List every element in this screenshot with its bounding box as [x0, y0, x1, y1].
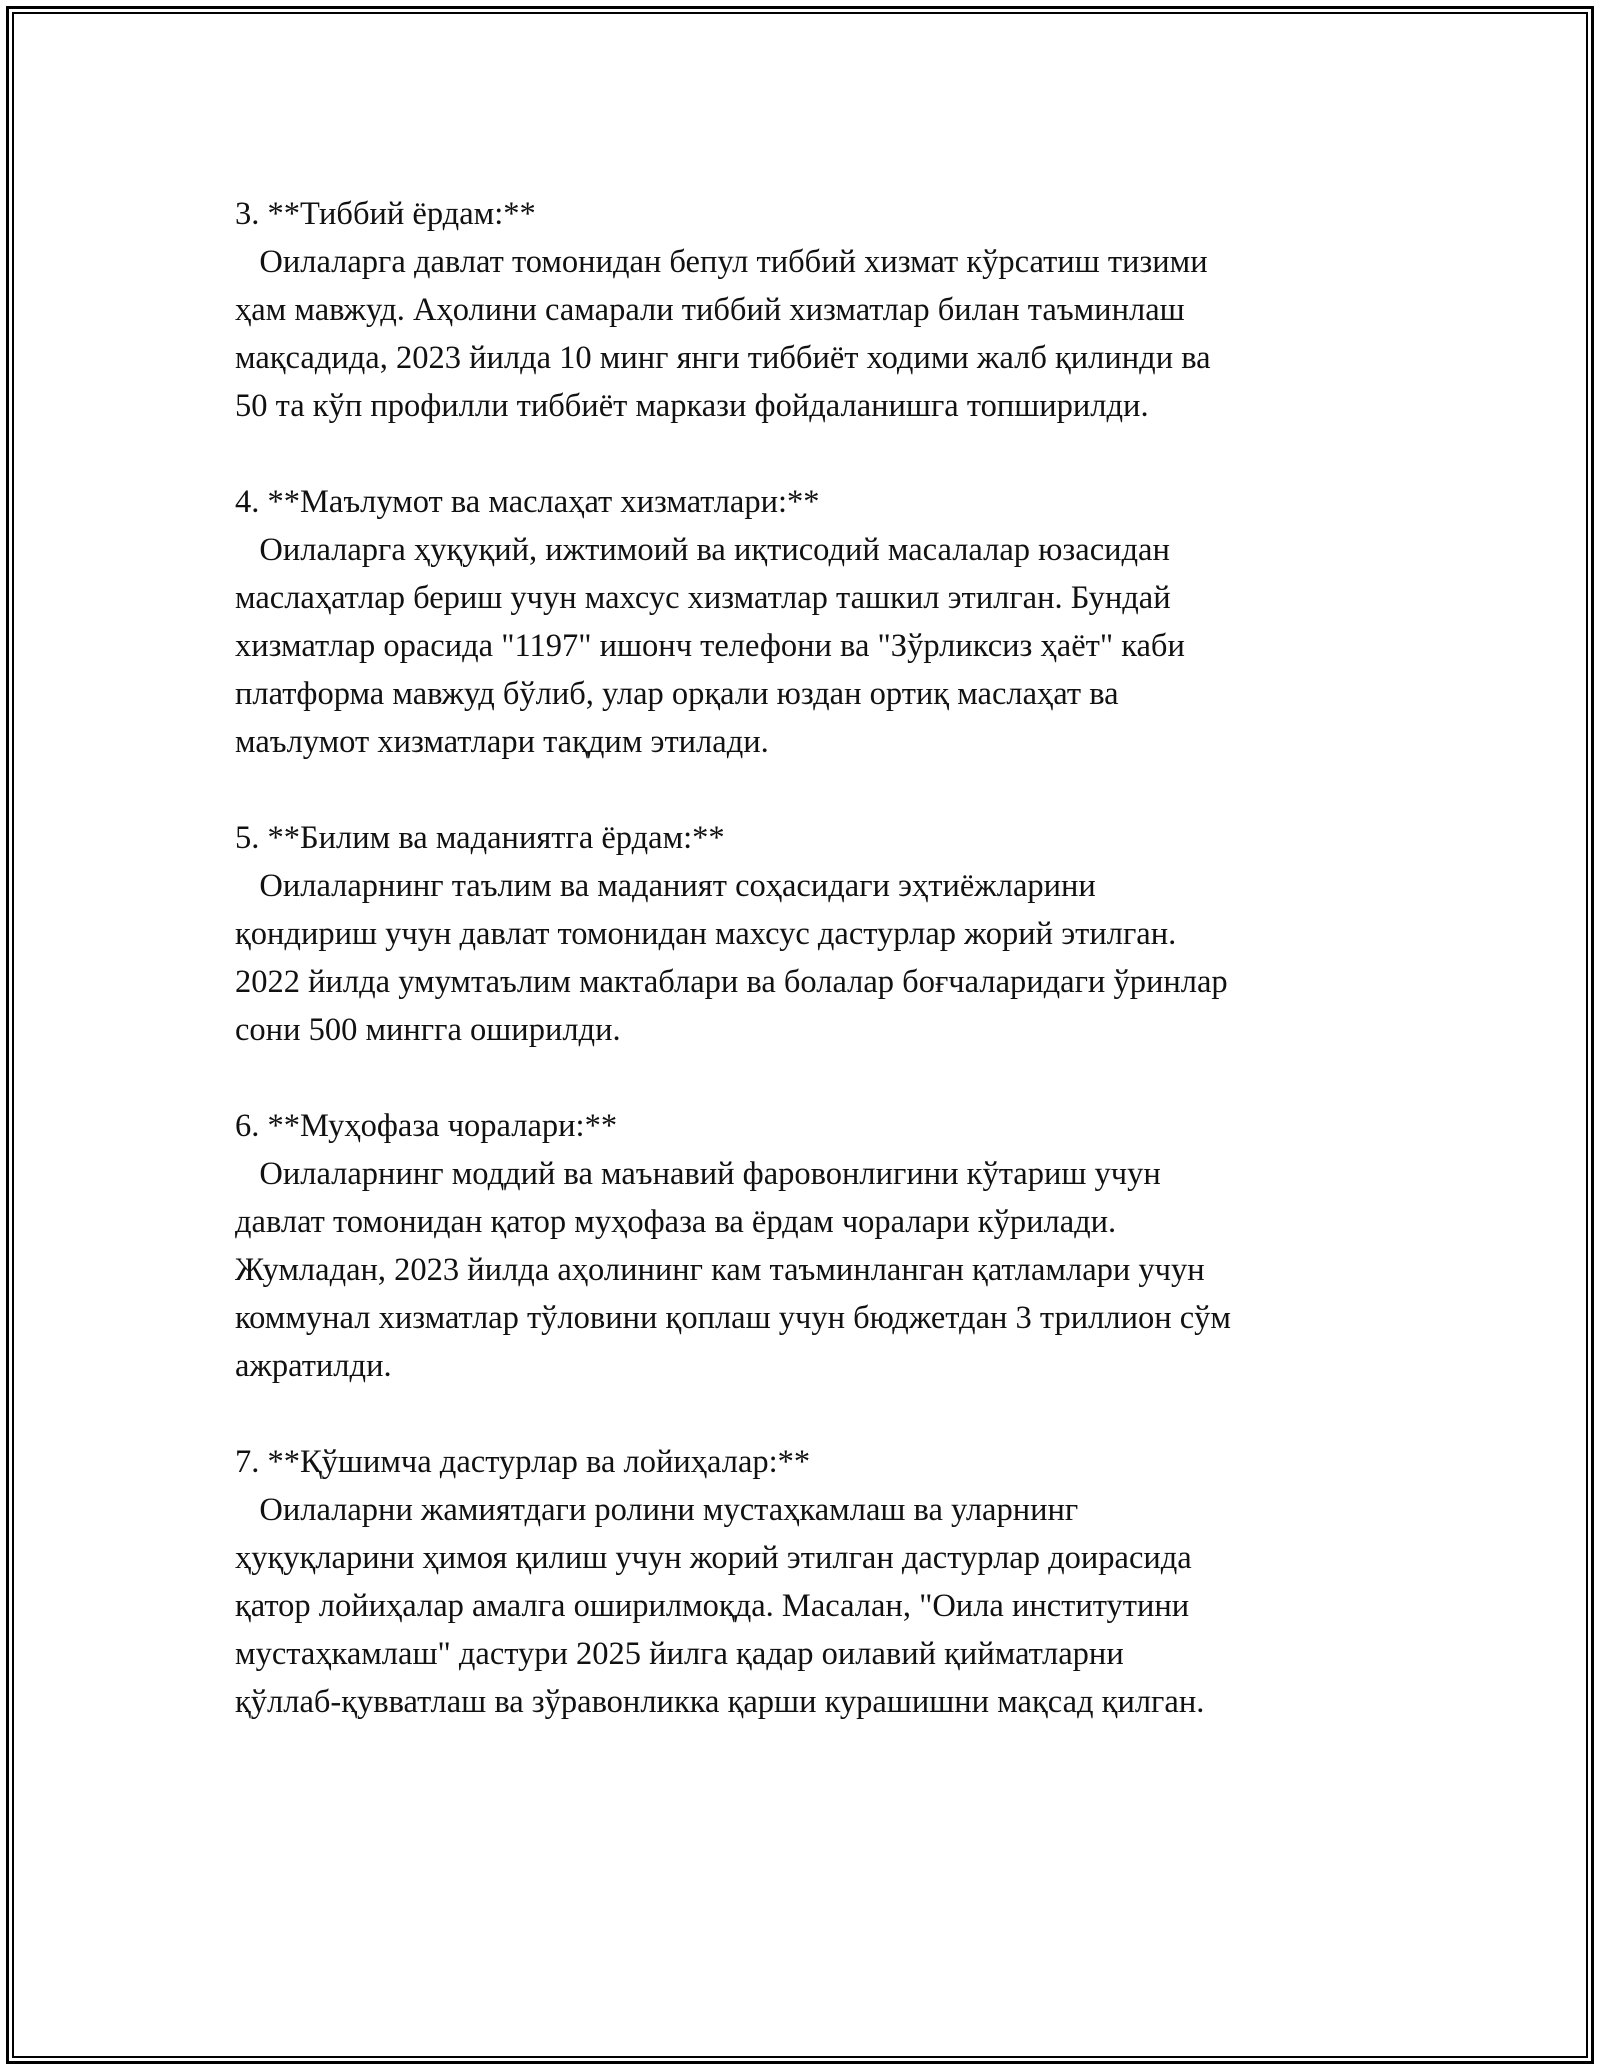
section-heading: 5. **Билим ва маданиятга ёрдам:** [235, 820, 725, 856]
paragraph-line: маълумот хизматлари тақдим этилади. [235, 724, 769, 760]
paragraph-line: ҳуқуқларини ҳимоя қилиш учун жорий этилган дастурлар доирасида [235, 1540, 1192, 1576]
paragraph-line: Оилаларга ҳуқуқий, ижтимоий ва иқтисодий масалалар юзасидан [235, 532, 1170, 568]
paragraph-line: маслаҳатлар бериш учун махсус хизматлар ташкил этилган. Бундай [235, 580, 1171, 616]
paragraph-line: мақсадида, 2023 йилда 10 минг янги тиббиёт ходими жалб қилинди ва [235, 340, 1211, 376]
section-heading: 7. **Қўшимча дастурлар ва лойиҳалар:** [235, 1444, 811, 1480]
paragraph-line: қатор лойиҳалар амалга оширилмоқда. Масалан, "Оила институтини [235, 1588, 1190, 1624]
paragraph-line: хизматлар орасида "1197" ишонч телефони ва "Зўрликсиз ҳаёт" каби [235, 628, 1185, 664]
paragraph-line: коммунал хизматлар тўловини қоплаш учун бюджетдан 3 триллион сўм [235, 1300, 1231, 1336]
section-medical-aid [235, 190, 1385, 430]
paragraph-line: қўллаб-қувватлаш ва зўравонликка қарши курашишни мақсад қилган. [235, 1684, 1205, 1720]
section-heading: 3. **Тиббий ёрдам:** [235, 196, 536, 232]
paragraph-line: Оилаларнинг моддий ва маънавий фаровонлигини кўтариш учун [235, 1156, 1161, 1192]
document-body [235, 190, 1385, 1774]
paragraph-line: 50 та кўп профилли тиббиёт маркази фойдаланишга топширилди. [235, 388, 1149, 424]
section-information-services [235, 478, 1385, 766]
section-education-culture [235, 814, 1385, 1054]
paragraph-line: Жумладан, 2023 йилда аҳолининг кам таъминланган қатламлари учун [235, 1252, 1205, 1288]
section-heading: 6. **Муҳофаза чоралари:** [235, 1108, 618, 1144]
paragraph-line: мустаҳкамлаш" дастури 2025 йилга қадар оилавий қийматларни [235, 1636, 1124, 1672]
section-heading: 4. **Маълумот ва маслаҳат хизматлари:** [235, 484, 820, 520]
paragraph-line: давлат томонидан қатор муҳофаза ва ёрдам чоралари кўрилади. [235, 1204, 1117, 1240]
section-additional-programs [235, 1438, 1385, 1726]
paragraph-line: Оилаларга давлат томонидан бепул тиббий хизмат кўрсатиш тизими [235, 244, 1208, 280]
paragraph-line: ажратилди. [235, 1348, 392, 1384]
paragraph-line: 2022 йилда умумтаълим мактаблари ва болалар боғчаларидаги ўринлар [235, 964, 1228, 1000]
paragraph-line: Оилаларнинг таълим ва маданият соҳасидаги эҳтиёжларини [235, 868, 1096, 904]
paragraph-line: Оилаларни жамиятдаги ролини мустаҳкамлаш ва уларнинг [235, 1492, 1079, 1528]
paragraph-line: платформа мавжуд бўлиб, улар орқали юздан ортиқ маслаҳат ва [235, 676, 1119, 712]
paragraph-line: ҳам мавжуд. Аҳолини самарали тиббий хизматлар билан таъминлаш [235, 292, 1185, 328]
paragraph-line: қондириш учун давлат томонидан махсус дастурлар жорий этилган. [235, 916, 1177, 952]
section-protection-measures [235, 1102, 1385, 1390]
paragraph-line: сони 500 мингга оширилди. [235, 1012, 621, 1048]
